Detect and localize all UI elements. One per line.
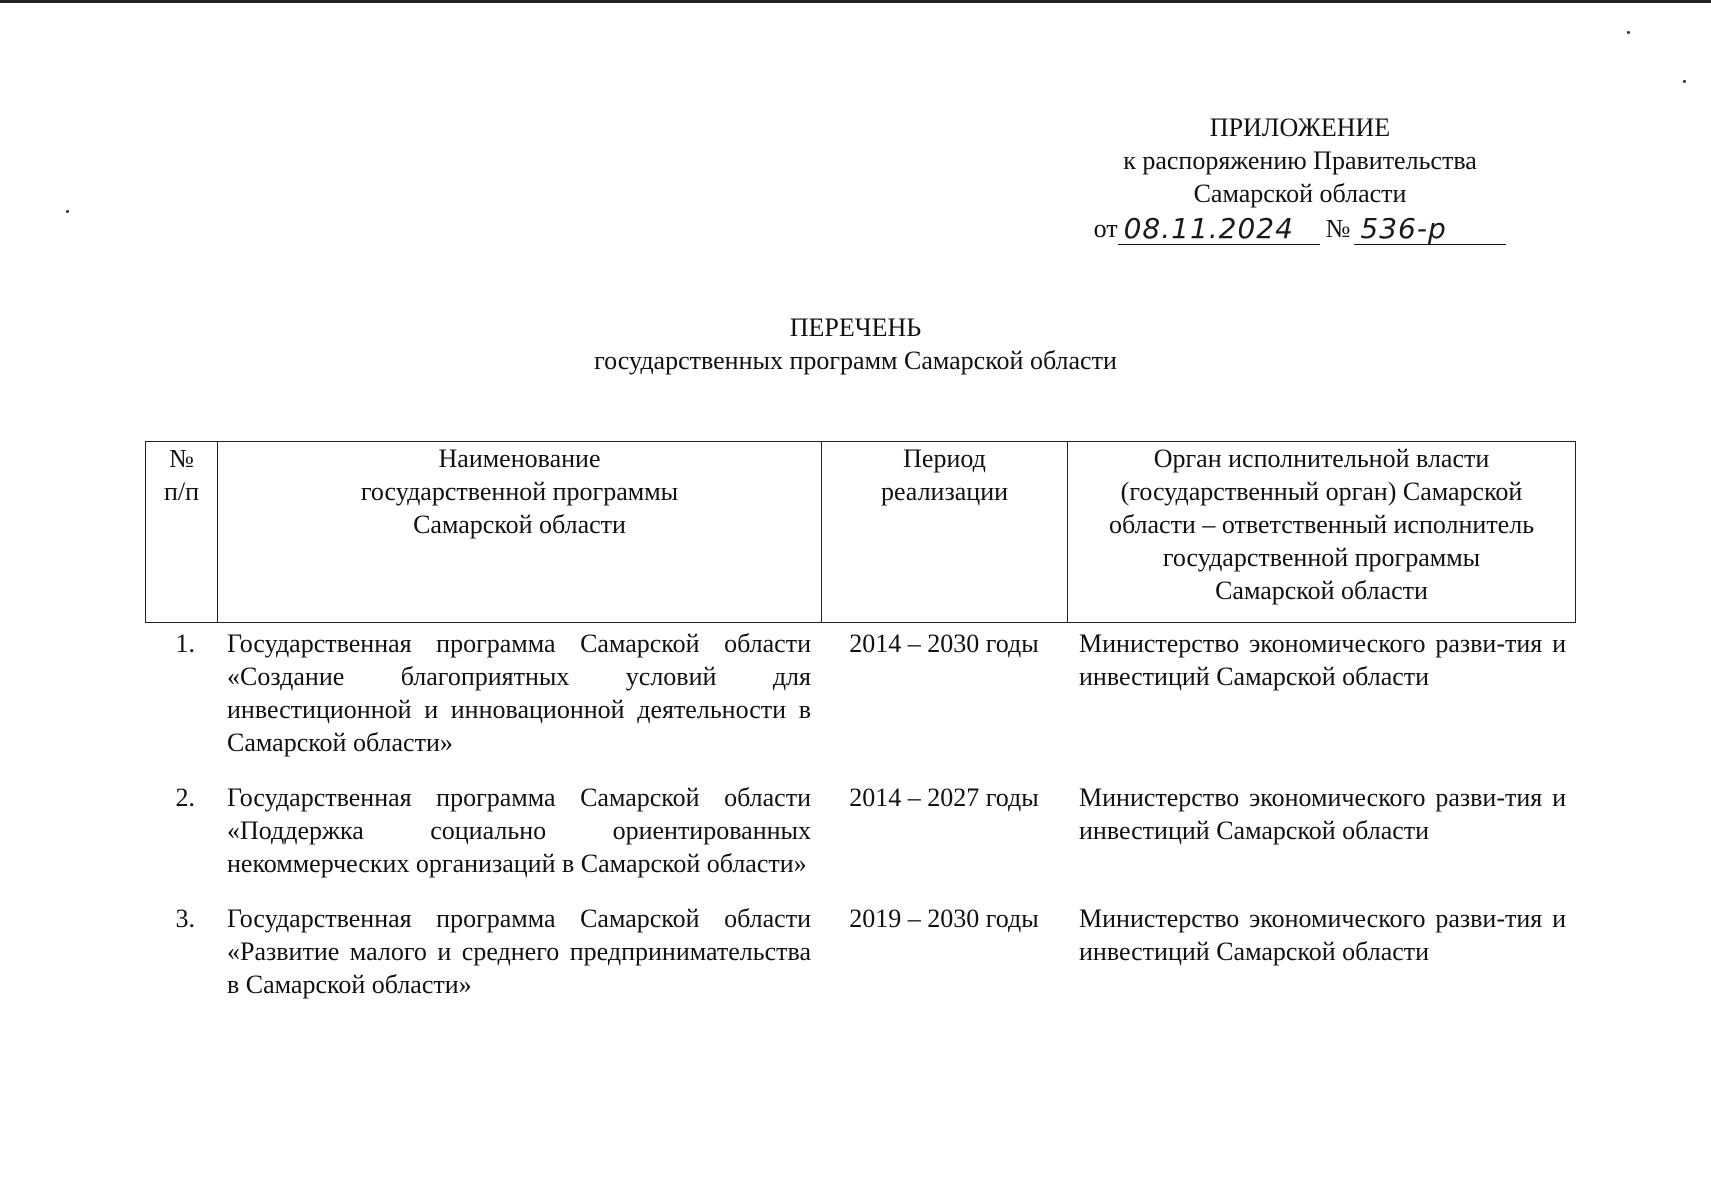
- program-name: Государственная программа Самарской области «Создание благоприятных условий для инвестиционной и инновационной деятельности в Самарской области»: [227, 629, 811, 757]
- program-executor: Министерство экономического разви-тия и инвестиций Самарской области: [1079, 629, 1566, 691]
- header-text: Самарской области: [1215, 576, 1428, 605]
- row-number: 2.: [175, 783, 195, 812]
- appendix-title: ПРИЛОЖЕНИЕ: [1209, 113, 1391, 142]
- header-text: п/п: [163, 477, 200, 506]
- row-number: 1.: [175, 629, 195, 658]
- program-name: Государственная программа Самарской области «Поддержка социально ориентированных некоммерческих организаций в Самарской области»: [227, 783, 811, 878]
- table-row: [145, 627, 1576, 759]
- program-period: 2014 – 2030 годы: [849, 629, 1039, 658]
- header-text: области – ответственный исполнитель: [1108, 510, 1535, 539]
- document-subtitle: государственных программ Самарской области: [594, 346, 1117, 375]
- handwritten-date: 08.11.2024: [1118, 214, 1320, 245]
- header-text: (государственный орган) Самарской: [1120, 477, 1523, 506]
- program-name: Государственная программа Самарской области «Развитие малого и среднего предпринимательства в Самарской области»: [227, 904, 811, 999]
- program-executor: Министерство экономического разви-тия и инвестиций Самарской области: [1079, 783, 1566, 845]
- programs-table: [145, 441, 1576, 1023]
- scan-speck: [1627, 31, 1630, 34]
- appendix-line-order: к распоряжению Правительства: [1123, 146, 1477, 175]
- appendix-date-line: [1090, 212, 1510, 245]
- document-title: ПЕРЕЧЕНЬ: [789, 313, 922, 342]
- scan-speck: [66, 210, 69, 213]
- handwritten-number: 536-р: [1354, 214, 1506, 245]
- header-text: Наименование: [438, 444, 601, 473]
- number-sign: №: [1325, 214, 1351, 243]
- header-text: №: [169, 444, 194, 473]
- program-executor: Министерство экономического разви-тия и инвестиций Самарской области: [1079, 904, 1566, 966]
- table-header: [145, 441, 1576, 623]
- row-number: 3.: [175, 904, 195, 933]
- document-title-block: [0, 311, 1711, 377]
- program-period: 2019 – 2030 годы: [849, 904, 1039, 933]
- header-text: Орган исполнительной власти: [1153, 444, 1490, 473]
- header-cell-period: [822, 442, 1068, 622]
- header-cell-name: [218, 442, 822, 622]
- header-cell-num: [146, 442, 218, 622]
- header-cell-org: [1068, 442, 1575, 622]
- scan-speck: [1683, 80, 1686, 83]
- appendix-block: [1090, 111, 1510, 245]
- header-text: Период: [903, 444, 986, 473]
- header-text: государственной программы: [1162, 543, 1481, 572]
- table-row: [145, 902, 1576, 1001]
- program-period: 2014 – 2027 годы: [849, 783, 1039, 812]
- header-text: реализации: [880, 477, 1009, 506]
- header-text: Самарской области: [413, 510, 626, 539]
- header-text: государственной программы: [360, 477, 679, 506]
- appendix-line-region: Самарской области: [1193, 179, 1407, 208]
- table-row: [145, 781, 1576, 880]
- date-prefix: от: [1093, 214, 1118, 243]
- table-body: [145, 627, 1576, 1001]
